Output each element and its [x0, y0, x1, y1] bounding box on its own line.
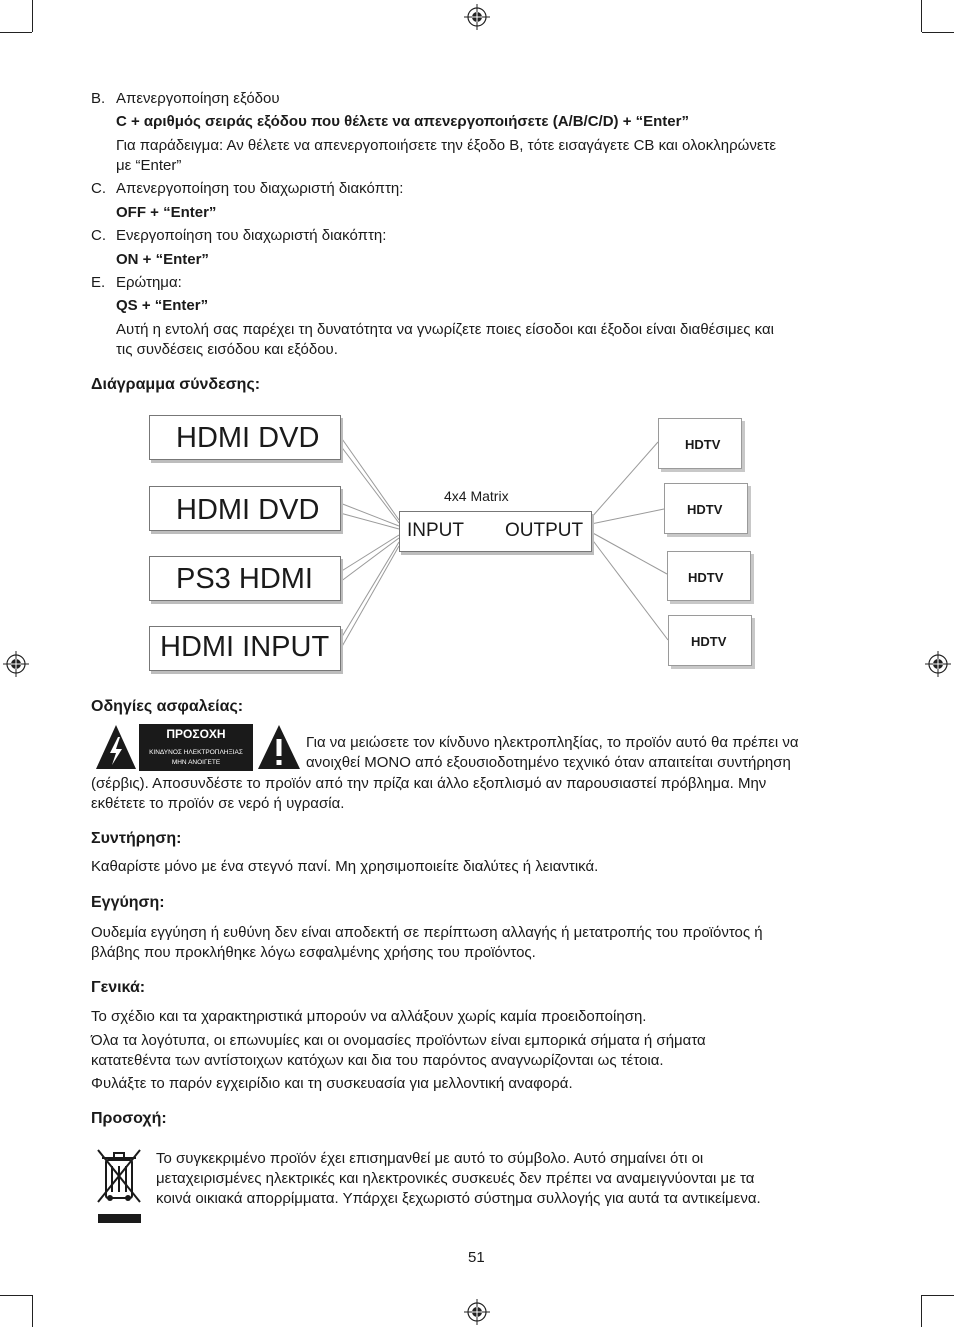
- crossed-bin-icon: [94, 1148, 144, 1226]
- exclamation-warning-icon: [256, 723, 302, 771]
- hdtv-label: HDTV: [691, 634, 727, 649]
- section-heading: Διάγραμμα σύνδεσης:: [91, 376, 261, 393]
- list-item-title: Απενεργοποίηση του διαχωριστή διακόπτη:: [116, 180, 404, 197]
- caution-text: κοινά οικιακά απορρίμματα. Υπάρχει ξεχωριστό σύστημα συλλογής για αυτά τα αντικείμενα.: [156, 1190, 761, 1207]
- list-item-note: τις συνδέσεις εισόδου και εξόδου.: [116, 341, 338, 358]
- safety-text: (σέρβις). Αποσυνδέστε το προϊόν από την πρίζα και άλλο εξοπλισμό αν παρουσιαστεί πρόβλημα. Μην: [91, 775, 767, 792]
- section-heading: Εγγύηση:: [91, 894, 165, 911]
- warning-text: ΜΗΝ ΑΝΟΙΓΕΤΕ: [171, 759, 221, 766]
- section-heading: Συντήρηση:: [91, 830, 182, 847]
- source-device-label: PS3 HDMI: [176, 563, 313, 595]
- list-letter: E.: [91, 274, 106, 291]
- hdtv-label: HDTV: [685, 437, 721, 452]
- warning-title: ΠΡΟΣΟΧΗ: [166, 727, 226, 741]
- matrix-label: 4x4 Matrix: [444, 488, 509, 504]
- source-device-label: HDMI DVD: [176, 494, 320, 526]
- list-item-title: Ενεργοποίηση του διαχωριστή διακόπτη:: [116, 227, 387, 244]
- list-item-command: OFF + “Enter”: [116, 204, 217, 221]
- crop-mark: [32, 1295, 33, 1327]
- general-text: κατατεθέντα των αντίστοιχων κατόχων και δια του παρόντος αναγνωρίζονται ως τέτοια.: [91, 1052, 664, 1069]
- hdtv-label: HDTV: [688, 570, 724, 585]
- list-letter: C.: [91, 180, 106, 197]
- general-text: Όλα τα λογότυπα, οι επωνυμίες και οι ονομασίες προϊόντων είναι εμπορικά σήματα ή σήματα: [91, 1032, 706, 1049]
- maintenance-text: Καθαρίστε μόνο με ένα στεγνό πανί. Μη χρησιμοποιείτε διαλύτες ή λειαντικά.: [91, 858, 599, 875]
- list-item-title: Απενεργοποίηση εξόδου: [116, 90, 280, 107]
- list-item-title: Ερώτημα:: [116, 274, 182, 291]
- page-number: 51: [468, 1249, 485, 1266]
- section-heading: Προσοχή:: [91, 1110, 167, 1127]
- safety-text: Για να μειώσετε τον κίνδυνο ηλεκτροπληξίας, το προϊόν αυτό θα πρέπει να: [306, 734, 799, 751]
- list-item-note: με “Enter”: [116, 157, 182, 174]
- warning-text: ΚΙΝΔΥΝΟΣ ΗΛΕΚΤΡΟΠΛΗΞΙΑΣ: [149, 749, 243, 756]
- list-letter: B.: [91, 90, 106, 107]
- list-letter: C.: [91, 227, 106, 244]
- source-device-label: HDMI INPUT: [160, 631, 330, 663]
- list-item-note: Αυτή η εντολή σας παρέχει τη δυνατότητα να γνωρίζετε ποιες είσοδοι και έξοδοι είναι διαθέσιμες και: [116, 321, 775, 338]
- list-item-command: QS + “Enter”: [116, 297, 209, 314]
- source-device-label: HDMI DVD: [176, 422, 320, 454]
- lightning-warning-icon: [94, 723, 138, 771]
- list-item-command: ON + “Enter”: [116, 251, 209, 268]
- general-text: Φυλάξτε το παρόν εγχειρίδιο και τη συσκευασία για μελλοντική αναφορά.: [91, 1075, 573, 1092]
- crop-mark: [921, 1295, 922, 1327]
- warranty-text: Ουδεμία εγγύηση ή ευθύνη δεν είναι αποδεκτή σε περίπτωση αλλαγής ή μετατροπής του προϊόντος ή: [91, 924, 763, 941]
- safety-text: ανοιχθεί ΜΟΝΟ από εξουσιοδοτημένο τεχνικό όταν απαιτείται συντήρηση: [306, 754, 791, 771]
- matrix-output-label: OUTPUT: [505, 520, 584, 541]
- general-text: Το σχέδιο και τα χαρακτηριστικά μπορούν να αλλάξουν χωρίς καμία προειδοποίηση.: [91, 1008, 647, 1025]
- matrix-input-label: INPUT: [407, 520, 464, 541]
- registration-mark-icon: [463, 1298, 491, 1326]
- list-item-command: C + αριθμός σειράς εξόδου που θέλετε να απενεργοποιήσετε (A/B/C/D) + “Enter”: [116, 113, 689, 130]
- warning-label-box: [139, 724, 253, 771]
- crop-mark: [0, 1295, 32, 1296]
- warranty-text: βλάβης που προκλήθηκε λόγω εσφαλμένης χρήσης του προϊόντος.: [91, 944, 536, 961]
- caution-text: μεταχειρισμένες ηλεκτρικές και ηλεκτρονικές συσκευές δεν πρέπει να αναμειγνύονται με τα: [156, 1170, 755, 1187]
- section-heading: Οδηγίες ασφαλείας:: [91, 698, 244, 715]
- crop-mark: [922, 1295, 954, 1296]
- list-item-note: Για παράδειγμα: Αν θέλετε να απενεργοποιήσετε την έξοδο B, τότε εισαγάγετε CB και ολοκληρώνετε: [116, 137, 777, 154]
- section-heading: Γενικά:: [91, 979, 146, 996]
- hdtv-label: HDTV: [687, 502, 723, 517]
- safety-text: εκθέτετε το προϊόν σε νερό ή υγρασία.: [91, 795, 345, 812]
- caution-text: Το συγκεκριμένο προϊόν έχει επισημανθεί με αυτό το σύμβολο. Αυτό σημαίνει ότι οι: [156, 1150, 704, 1167]
